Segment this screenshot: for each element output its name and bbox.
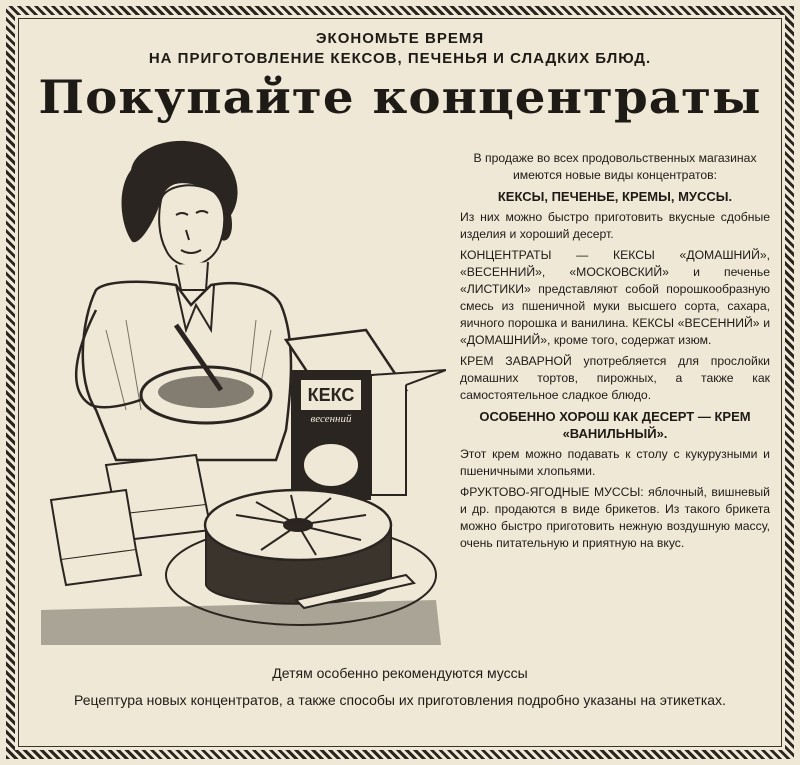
concentrates-text: КОНЦЕНТРАТЫ — КЕКСЫ «ДОМАШНИЙ», «ВЕСЕННИЙ», «МОСКОВСКИЙ» и печенье «ЛИСТИКИ» представляют собой порошкообразную смесь из пшеничной муки высшего сорта, сахара, яичного порошка и ванилина. КЕКСЫ «ВЕСЕННИЙ» и «ДОМАШНИЙ», кроме того, содержат изюм. xyxy=(460,248,770,347)
intro-text: В продаже во всех продовольственных магазинах имеются новые виды концентратов: xyxy=(473,151,757,182)
woman-with-cake-illustration xyxy=(36,130,446,650)
header-line-1: ЭКОНОМЬТЕ ВРЕМЯ xyxy=(315,30,485,47)
dessert-text: Этот крем можно подавать к столу с кукурузными и пшеничными хлопьями. xyxy=(460,447,770,478)
headline: Покупайте концентраты xyxy=(38,70,762,124)
footer-line-1: Детям особенно рекомендуются муссы xyxy=(272,665,528,681)
small-box-2 xyxy=(51,490,136,560)
header-line-2: НА ПРИГОТОВЛЕНИЕ КЕКСОВ, ПЕЧЕНЬЯ И СЛАДКИХ БЛЮД. xyxy=(148,50,652,67)
footer-line-2: Рецептура новых концентратов, а также способы их приготовления подробно указаны на этикетках. xyxy=(74,692,726,708)
keks-package xyxy=(286,330,446,500)
description-column xyxy=(460,150,770,556)
products-text: Из них можно быстро приготовить вкусные сдобные изделия и хороший десерт. xyxy=(460,210,770,241)
package-brand: КЕКС xyxy=(307,385,355,405)
mousse-text: ФРУКТОВО-ЯГОДНЫЕ МУССЫ: яблочный, вишневый и др. продаются в виде брикетов. Из такого брикета можно быстро приготовить нежную воздушную массу, очень питательную и приятную на вкус. xyxy=(460,485,770,550)
products-heading: КЕКСЫ, ПЕЧЕНЬЕ, КРЕМЫ, МУССЫ. xyxy=(497,189,733,204)
dessert-heading: ОСОБЕННО ХОРОШ КАК ДЕСЕРТ — КРЕМ «ВАНИЛЬНЫЙ». xyxy=(479,409,751,441)
package-variant: весенний xyxy=(310,413,352,425)
cream-text: КРЕМ ЗАВАРНОЙ употребляется для прослойки домашних тортов, пирожных, а также как самостоятельное сладкое блюдо. xyxy=(460,354,770,402)
